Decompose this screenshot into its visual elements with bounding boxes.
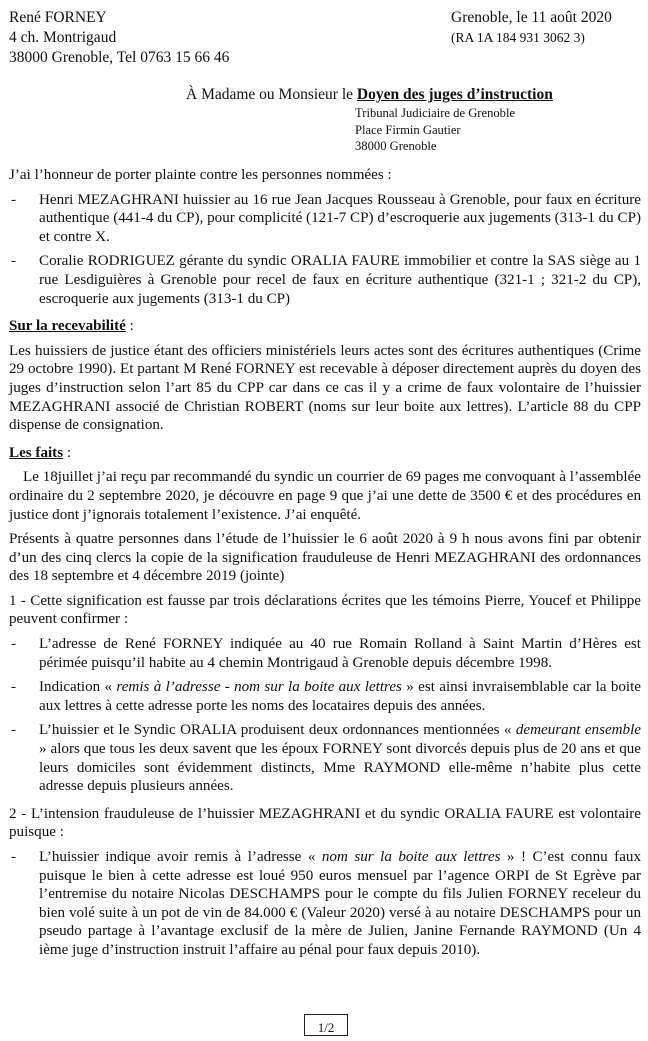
recevabilite-heading-line: [9, 317, 641, 336]
recipient-prefix: À Madame ou Monsieur le: [186, 86, 357, 103]
faits-paragraph-2: Présents à quatre personnes dans l’étude de l’huissier le 6 août 2020 à 9 h nous avons fini par obtenir d’un des cinq clercs la copie de la signification frauduleuse de Henri MEZAGHRANI des ordonnances des 18 septembre et 4 décembre 2019 (jointe): [9, 531, 641, 585]
point2-item-text: [39, 848, 641, 960]
sender-address: 4 ch. Montrigaud: [9, 29, 117, 46]
list-dash: -: [11, 191, 17, 208]
point1-item: [9, 635, 641, 672]
item-text-part: » est ainsi invraisemblable car la boite aux lettres à cette adresse porte les noms des locataires depuis des années.: [39, 679, 641, 714]
point2-item: [9, 848, 641, 960]
court-address: [355, 105, 515, 155]
point1-item: [9, 678, 641, 715]
list-dash: -: [11, 636, 17, 653]
court-city: 38000 Grenoble: [355, 139, 437, 153]
defendant-item: [9, 252, 641, 308]
court-name: Tribunal Judiciaire de Grenoble: [355, 106, 516, 120]
court-street: Place Firmin Gautier: [355, 122, 461, 137]
sender-name: René FORNEY: [9, 9, 107, 26]
point-1: 1 - Cette signification est fausse par trois déclarations écrites que les témoins Pierre, Youcef et Philippe peuvent confirmer :: [9, 592, 641, 628]
item-quote: remis à l’adresse - nom sur la boite aux lettres: [116, 679, 402, 696]
list-dash: -: [11, 679, 17, 696]
reference-number: (RA 1A 184 931 3062 3): [451, 30, 585, 45]
heading-colon: :: [125, 318, 134, 335]
list-dash: -: [11, 849, 17, 865]
point1-item-text: L’adresse de René FORNEY indiquée au 40 rue Romain Rolland à Saint Martin d’Hères est périmée puisqu’il habite au 4 chemin Montrigaud à Grenoble depuis décembre 1998.: [39, 636, 641, 671]
recipient-line: [186, 86, 553, 105]
item-text-part: » ! C’est connu faux puisque le bien à cette adresse est loué 950 euros mensuel par l’agence ORPI de St Egrève par l’entremise du notaire Nicolas DESCHAMPS pour le compte du fils Julien FORNEY receleur du bien volé suite à un pot de vin de 84.000 € (Valeur 2020) versé à au notaire DESCHAMPS pour un pseudo partage à l’avantage exclusif de la mère de Julien, Janine Fernande RAYMOND (Un 4 ième juge d’instruction instruit l’affaire au pénal pour faux depuis 2010).: [39, 849, 641, 958]
sender-block: [9, 8, 229, 68]
recipient-title: Doyen des juges d’instruction: [356, 86, 553, 103]
item-text-part: L’huissier et le Syndic ORALIA produisent deux ordonnances mentionnées «: [39, 722, 516, 739]
faits-heading: Les faits: [9, 444, 64, 461]
list-dash: -: [11, 722, 17, 739]
heading-colon: :: [63, 444, 72, 461]
recevabilite-heading: Sur la recevabilité: [9, 318, 126, 335]
item-quote: nom sur la boite aux lettres: [321, 849, 501, 865]
item-text-part: » alors que tous les deux savent que les époux FORNEY sont divorcés depuis plus de 20 ans et que leurs domiciles sont évidemment distincts, Mme RAYMOND elle-même n’habite plus cette adresse depuis plusieurs années.: [39, 741, 641, 795]
defendant-text: Henri MEZAGHRANI huissier au 16 rue Jean Jacques Rousseau à Grenoble, pour faux en écriture authentique (441-4 du CP), pour complicité (121-7 CP) d’escroquerie aux jugements (313-1 du CP) et contre X.: [39, 191, 641, 245]
faits-paragraph-1: Le 18juillet j’ai reçu par recommandé du syndic un courrier de 69 pages me convoquant à l’assemblée ordinaire du 2 septembre 2020, je découvre en page 9 que j’ai une dette de 3500 € et des procédures en justice dont j’ignorais totalement l’existence. J’ai enquêté.: [9, 469, 641, 523]
place-date: Grenoble, le 11 août 2020: [451, 9, 612, 26]
point1-item: [9, 721, 641, 795]
defendant-item: [9, 191, 641, 247]
date-block: [451, 8, 612, 48]
recevabilite-paragraph: Les huissiers de justice étant des officiers ministériels leurs actes sont des écritures authentiques (Crime 29 octobre 1990). Et partant M René FORNEY est recevable à déposer directement auprès du doyen des juges d’instruction selon l’art 85 du CPP car dans ce cas il y a crime de faux volontaire de l’huissier MEZAGHRANI associé de Christian ROBERT (noms sur leur boite aux lettres). L’article 88 du CPP dispense de consignation.: [9, 342, 641, 434]
faits-heading-line: [9, 444, 641, 463]
page-number: 1/2: [304, 1014, 348, 1036]
point-2: 2 - L’intension frauduleuse de l’huissier MEZAGHRANI et du syndic ORALIA FAURE est volontaire puisque :: [9, 805, 641, 841]
letter-body: [9, 166, 641, 960]
intro-paragraph: J’ai l’honneur de porter plainte contre les personnes nommées :: [9, 167, 392, 183]
point1-item-text: [39, 721, 641, 795]
item-text-part: L’huissier indique avoir remis à l’adresse «: [39, 849, 322, 865]
item-quote: demeurant ensemble: [515, 722, 641, 739]
sender-city-phone: 38000 Grenoble, Tel 0763 15 66 46: [9, 49, 230, 66]
defendant-text: Coralie RODRIGUEZ gérante du syndic ORALIA FAURE immobilier et contre la SAS siège au 1 rue Lesdiguières à Grenoble pour recel de faux en écriture authentique (321-1 ; 321-2 du CP), escroquerie aux jugements (313-1 du CP): [39, 253, 641, 307]
item-text-part: Indication «: [39, 679, 117, 696]
list-dash: -: [11, 253, 17, 270]
point1-item-text: [39, 678, 641, 715]
